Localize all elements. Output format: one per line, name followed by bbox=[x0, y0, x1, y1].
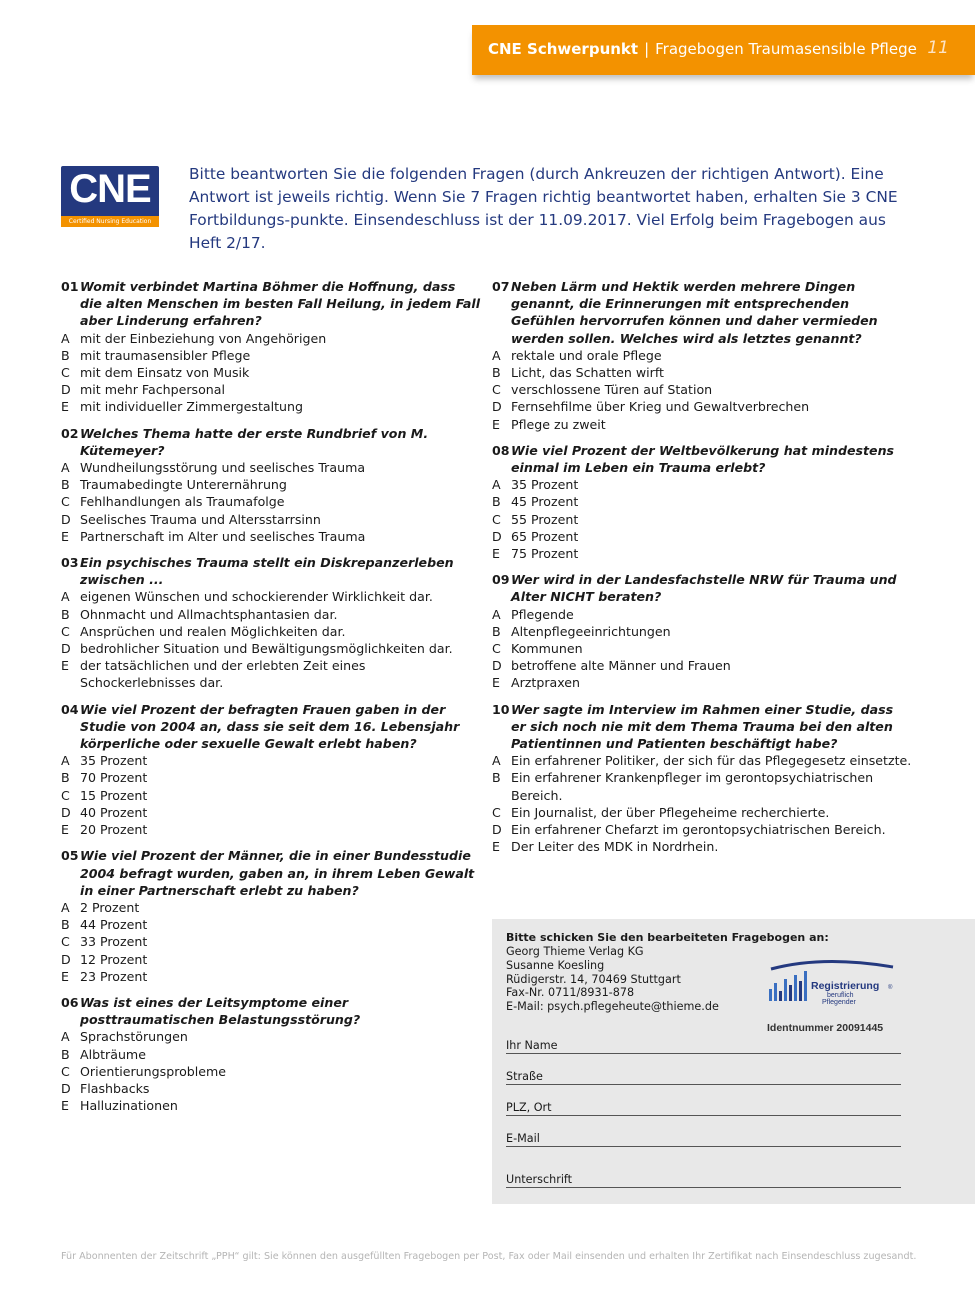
question-number: 02 bbox=[61, 425, 79, 441]
answer-option[interactable] bbox=[492, 804, 912, 821]
answer-letter: A bbox=[61, 330, 70, 346]
answer-text: 44 Prozent bbox=[80, 917, 148, 933]
answer-letter: C bbox=[492, 382, 501, 398]
answer-letter: E bbox=[492, 546, 500, 562]
answer-letter: E bbox=[492, 675, 500, 691]
answer-text: Arztpraxen bbox=[511, 675, 581, 691]
answer-text: 2 Prozent bbox=[80, 899, 140, 915]
bar-graph-icon bbox=[769, 971, 807, 1001]
intro-text: Bitte beantworten Sie die folgenden Fragen (durch Ankreuzen der richtigen Antwort). Eine Antwort ist jeweils richtig. Wenn Sie 7 Fragen richtig beantwortet haben, erhalten Sie 3 CNE Fortbildungs-punkte. Einsendeschluss ist der 11.09.2017. Viel Erfolg beim Fragebogen aus Heft 2/17. bbox=[189, 165, 898, 252]
question-text: Wie viel Prozent der Weltbevölkerung hat mindestens einmal im Leben ein Trauma erlebt? bbox=[511, 442, 895, 476]
answer-letter: A bbox=[492, 606, 501, 622]
answer-option[interactable] bbox=[492, 416, 912, 433]
answer-option[interactable] bbox=[61, 528, 481, 545]
answer-option[interactable] bbox=[492, 623, 912, 640]
answer-letter: C bbox=[61, 494, 70, 510]
answer-letter: C bbox=[61, 365, 70, 381]
answer-letter: D bbox=[492, 822, 502, 838]
reg-logo-title: Registrierung bbox=[811, 980, 880, 992]
answer-text: rektale und orale Pflege bbox=[511, 347, 662, 363]
answer-option[interactable] bbox=[492, 364, 912, 381]
answer-option[interactable] bbox=[61, 916, 481, 933]
answer-letter: A bbox=[61, 1029, 70, 1045]
question-heading bbox=[61, 554, 481, 588]
answer-text: 20 Prozent bbox=[80, 822, 148, 838]
question-text: Wer wird in der Landesfachstelle NRW für Trauma und Alter NICHT beraten? bbox=[511, 572, 897, 605]
answer-option[interactable] bbox=[61, 459, 481, 476]
answer-letter: D bbox=[61, 1080, 71, 1096]
address-line: Rüdigerstr. 14, 70469 Stuttgart bbox=[506, 972, 681, 986]
answer-option[interactable] bbox=[492, 347, 912, 364]
cne-logo bbox=[61, 166, 159, 227]
question-text: Neben Lärm und Hektik werden mehrere Dingen genannt, die Erinnerungen mit entsprechenden Gefühlen hervorrufen können und daher vermieden werden sollen. Welches wird als letztes genannt? bbox=[511, 279, 878, 346]
question-heading bbox=[61, 847, 481, 899]
answer-option[interactable] bbox=[492, 511, 912, 528]
answer-letter: D bbox=[61, 511, 71, 527]
name-field[interactable]: Ihr Name bbox=[506, 1039, 901, 1054]
answer-text: 65 Prozent bbox=[511, 528, 579, 544]
answer-option[interactable] bbox=[61, 804, 481, 821]
answer-text: mit traumasensibler Pflege bbox=[80, 347, 251, 363]
answer-text: Ansprüchen und realen Möglichkeiten dar. bbox=[80, 623, 346, 639]
answer-option[interactable] bbox=[492, 752, 912, 769]
answer-option[interactable] bbox=[61, 476, 481, 493]
answer-letter: B bbox=[61, 477, 70, 493]
zip-city-field[interactable]: PLZ, Ort bbox=[506, 1101, 901, 1116]
question-heading bbox=[61, 278, 481, 330]
address-line: Georg Thieme Verlag KG bbox=[506, 945, 644, 958]
answer-letter: E bbox=[61, 822, 69, 838]
question-text: Womit verbindet Martina Böhmer die Hoffnung, dass die alten Menschen im besten Fall Heilung, in jedem Fall aber Linderung erfahren? bbox=[80, 279, 481, 329]
header-separator: | bbox=[644, 40, 650, 58]
answer-letter: B bbox=[492, 770, 501, 786]
answer-letter: D bbox=[61, 641, 71, 657]
question-text: Ein psychisches Trauma stellt ein Diskrepanzerleben zwischen ... bbox=[80, 555, 454, 588]
answer-text: Kommunen bbox=[511, 641, 583, 657]
answer-letter: C bbox=[492, 804, 501, 820]
footer-note: Für Abonnenten der Zeitschrift „PPH“ gilt: Sie können den ausgefüllten Fragebogen per Post, Fax oder Mail einsenden und erhalten Ihr Zertifikat nach Einsendeschluss zugesandt. bbox=[61, 1251, 917, 1262]
answer-letter: B bbox=[61, 917, 70, 933]
answer-option[interactable] bbox=[61, 493, 481, 510]
question-heading bbox=[61, 425, 481, 459]
questions-left-column bbox=[61, 278, 481, 1123]
answer-text: 15 Prozent bbox=[80, 787, 148, 803]
answer-text: mit der Einbeziehung von Angehörigen bbox=[80, 330, 327, 346]
answer-text: Flashbacks bbox=[80, 1080, 150, 1096]
answer-letter: B bbox=[61, 770, 70, 786]
answer-text: Fernsehfilme über Krieg und Gewaltverbrechen bbox=[511, 399, 810, 415]
answer-text: 75 Prozent bbox=[511, 546, 579, 562]
answer-letter: A bbox=[61, 460, 70, 476]
answer-option[interactable] bbox=[492, 838, 912, 855]
answer-text: Traumabedingte Unterernährung bbox=[80, 477, 287, 493]
answer-option[interactable] bbox=[61, 1028, 481, 1045]
answer-text: Ein erfahrener Chefarzt im gerontopsychiatrischen Bereich. bbox=[511, 822, 886, 838]
answer-option[interactable] bbox=[61, 1097, 481, 1114]
answer-letter: C bbox=[61, 623, 70, 639]
question-number: 07 bbox=[492, 279, 510, 294]
question-heading bbox=[492, 442, 912, 476]
question-08 bbox=[492, 442, 912, 562]
answer-option[interactable] bbox=[61, 606, 481, 623]
answer-letter: E bbox=[492, 839, 500, 855]
answer-text: 70 Prozent bbox=[80, 770, 148, 786]
answer-text: bedrohlicher Situation und Bewältigungsmöglichkeiten dar. bbox=[80, 641, 453, 657]
answer-option[interactable] bbox=[61, 787, 481, 804]
answer-letter: D bbox=[61, 382, 71, 398]
answer-option[interactable] bbox=[61, 511, 481, 528]
address-line: E-Mail: psych.pflegeheute@thieme.de bbox=[506, 1000, 719, 1014]
answer-option[interactable] bbox=[492, 398, 912, 415]
answer-text: verschlossene Türen auf Station bbox=[511, 382, 713, 398]
question-06 bbox=[61, 994, 481, 1114]
question-number: 03 bbox=[61, 555, 79, 571]
answer-letter: A bbox=[492, 477, 501, 493]
email-field[interactable]: E-Mail bbox=[506, 1132, 901, 1147]
answer-text: Seelisches Trauma und Altersstarrsinn bbox=[80, 511, 321, 527]
answer-text: Sprachstörungen bbox=[80, 1029, 188, 1045]
question-01 bbox=[61, 278, 481, 416]
answer-text: Orientierungsprobleme bbox=[80, 1063, 227, 1079]
answer-letter: B bbox=[492, 494, 501, 510]
question-04 bbox=[61, 701, 481, 839]
answer-text: Pflege zu zweit bbox=[511, 416, 606, 432]
answer-text: eigenen Wünschen und schockierender Wirklichkeit dar. bbox=[80, 589, 433, 605]
question-heading bbox=[492, 701, 912, 753]
answer-letter: C bbox=[492, 641, 501, 657]
answer-text: 40 Prozent bbox=[80, 804, 148, 820]
answer-option[interactable] bbox=[61, 1046, 481, 1063]
answer-letter: C bbox=[61, 787, 70, 803]
answer-letter: D bbox=[61, 804, 71, 820]
answer-text: der tatsächlichen und der erlebten Zeit eines Schockerlebnisses dar. bbox=[80, 658, 366, 691]
answer-text: 23 Prozent bbox=[80, 968, 148, 984]
svg-text:®: ® bbox=[888, 985, 893, 991]
answer-option[interactable] bbox=[492, 606, 912, 623]
question-number: 06 bbox=[61, 994, 79, 1010]
answer-option[interactable] bbox=[492, 528, 912, 545]
answer-letter: A bbox=[61, 589, 70, 605]
answer-text: mit individueller Zimmergestaltung bbox=[80, 399, 304, 415]
answer-text: 35 Prozent bbox=[80, 753, 148, 769]
answer-text: 55 Prozent bbox=[511, 511, 579, 527]
answer-option[interactable] bbox=[492, 821, 912, 838]
answer-option[interactable] bbox=[492, 476, 912, 493]
question-09 bbox=[492, 571, 912, 691]
question-number: 10 bbox=[492, 701, 510, 717]
answer-option[interactable] bbox=[492, 674, 912, 691]
answer-text: mit dem Einsatz von Musik bbox=[80, 365, 250, 381]
answer-option[interactable] bbox=[492, 657, 912, 674]
questions-right-column bbox=[492, 278, 912, 865]
answer-letter: B bbox=[492, 623, 501, 639]
address-line: Fax-Nr. 0711/8931-878 bbox=[506, 986, 635, 1000]
question-heading bbox=[61, 701, 481, 753]
reg-logo-arc bbox=[771, 961, 893, 969]
reg-logo-line2: beruflich bbox=[827, 992, 854, 999]
answer-letter: D bbox=[492, 528, 502, 544]
answer-option[interactable] bbox=[61, 899, 481, 916]
answer-option[interactable] bbox=[61, 640, 481, 657]
answer-text: Licht, das Schatten wirft bbox=[511, 365, 664, 381]
answer-text: Ohnmacht und Allmachtsphantasien dar. bbox=[80, 606, 338, 622]
cne-logo-text: CNE bbox=[69, 167, 151, 211]
answer-letter: C bbox=[61, 934, 70, 950]
cne-logo-subtext: Certified Nursing Education bbox=[61, 216, 159, 227]
answer-letter: D bbox=[492, 399, 502, 415]
answer-text: mit mehr Fachpersonal bbox=[80, 382, 225, 398]
answer-text: Partnerschaft im Alter und seelisches Trauma bbox=[80, 528, 366, 544]
answer-text: Altenpflegeeinrichtungen bbox=[511, 623, 671, 639]
question-heading bbox=[492, 571, 912, 605]
answer-text: Fehlhandlungen als Traumafolge bbox=[80, 494, 285, 510]
answer-text: 35 Prozent bbox=[511, 477, 579, 493]
question-heading bbox=[492, 278, 912, 347]
answer-option[interactable] bbox=[61, 951, 481, 968]
answer-option[interactable] bbox=[61, 933, 481, 950]
answer-option[interactable] bbox=[61, 968, 481, 985]
answer-letter: E bbox=[492, 416, 500, 432]
answer-option[interactable] bbox=[61, 381, 481, 398]
answer-text: 45 Prozent bbox=[511, 494, 579, 510]
answer-option[interactable] bbox=[61, 657, 481, 691]
answer-option[interactable] bbox=[61, 1080, 481, 1097]
page-number: 11 bbox=[927, 38, 949, 58]
question-10 bbox=[492, 701, 912, 856]
address-line: Susanne Koesling bbox=[506, 958, 605, 972]
street-field[interactable]: Straße bbox=[506, 1070, 901, 1085]
answer-letter: B bbox=[61, 1046, 70, 1062]
answer-option[interactable] bbox=[61, 330, 481, 347]
answer-letter: E bbox=[61, 658, 69, 674]
registrierung-logo bbox=[763, 959, 899, 1011]
answer-letter: A bbox=[492, 753, 501, 769]
form-heading: Bitte schicken Sie den bearbeiteten Fragebogen an: bbox=[506, 931, 829, 944]
answer-letter: D bbox=[61, 951, 71, 967]
answer-text: Ein erfahrener Politiker, der sich für das Pflegegesetz einsetzte. bbox=[511, 753, 912, 769]
answer-letter: B bbox=[492, 365, 501, 381]
header-bar bbox=[472, 25, 975, 75]
answer-option[interactable] bbox=[61, 752, 481, 769]
answer-option[interactable] bbox=[492, 493, 912, 510]
answer-letter: E bbox=[61, 528, 69, 544]
answer-letter: B bbox=[61, 606, 70, 622]
answer-letter: A bbox=[61, 753, 70, 769]
answer-text: Ein erfahrener Krankenpfleger im gerontopsychiatrischen Bereich. bbox=[511, 770, 874, 803]
question-text: Was ist eines der Leitsymptome einer posttraumatischen Belastungsstörung? bbox=[80, 994, 361, 1028]
answer-option[interactable] bbox=[61, 398, 481, 415]
answer-text: Pflegende bbox=[511, 606, 574, 622]
question-02 bbox=[61, 425, 481, 545]
answer-text: betroffene alte Männer und Frauen bbox=[511, 658, 731, 674]
answer-option[interactable] bbox=[492, 545, 912, 562]
answer-letter: E bbox=[61, 968, 69, 984]
answer-text: Wundheilungsstörung und seelisches Trauma bbox=[80, 460, 366, 476]
signature-field[interactable]: Unterschrift bbox=[506, 1173, 901, 1188]
ident-number: Identnummer 20091445 bbox=[767, 1022, 884, 1034]
question-text: Wie viel Prozent der befragten Frauen gaben in der Studie von 2004 an, dass sie seit dem 16. Lebensjahr körperliche oder sexuelle Gewalt erlebt haben? bbox=[80, 701, 460, 752]
header-section: CNE Schwerpunkt bbox=[488, 40, 639, 58]
question-text: Wie viel Prozent der Männer, die in einer Bundesstudie 2004 befragt wurden, gaben an, in ihrem Leben Gewalt in einer Partnerschaft erlebt zu haben? bbox=[80, 848, 475, 898]
answer-text: Der Leiter des MDK in Nordrhein. bbox=[511, 839, 719, 855]
header-title bbox=[488, 40, 917, 58]
answer-option[interactable] bbox=[492, 640, 912, 657]
question-07 bbox=[492, 278, 912, 433]
address-block bbox=[506, 945, 719, 1014]
answer-letter: E bbox=[61, 1098, 69, 1114]
answer-option[interactable] bbox=[492, 381, 912, 398]
answer-letter: A bbox=[61, 899, 70, 915]
question-03 bbox=[61, 554, 481, 692]
reg-logo-line3: Pflegender bbox=[822, 999, 856, 1006]
answer-option[interactable] bbox=[61, 623, 481, 640]
question-number: 09 bbox=[492, 572, 510, 588]
answer-letter: C bbox=[492, 511, 501, 527]
answer-text: 33 Prozent bbox=[80, 934, 148, 950]
question-number: 01 bbox=[61, 279, 79, 294]
submission-form bbox=[492, 919, 975, 1204]
answer-option[interactable] bbox=[61, 364, 481, 381]
answer-option[interactable] bbox=[61, 769, 481, 786]
answer-letter: B bbox=[61, 347, 70, 363]
answer-text: Ein Journalist, der über Pflegeheime recherchierte. bbox=[511, 804, 830, 820]
answer-letter: E bbox=[61, 399, 69, 415]
answer-letter: C bbox=[61, 1063, 70, 1079]
question-05 bbox=[61, 847, 481, 985]
answer-option[interactable] bbox=[492, 769, 912, 803]
answer-option[interactable] bbox=[61, 347, 481, 364]
answer-text: Halluzinationen bbox=[80, 1098, 178, 1114]
answer-option[interactable] bbox=[61, 588, 481, 605]
answer-text: Albträume bbox=[80, 1046, 146, 1062]
answer-letter: A bbox=[492, 347, 501, 363]
answer-text: 12 Prozent bbox=[80, 951, 148, 967]
question-number: 08 bbox=[492, 442, 510, 458]
question-number: 04 bbox=[61, 701, 79, 717]
question-number: 05 bbox=[61, 848, 79, 864]
answer-letter: D bbox=[492, 658, 502, 674]
question-heading bbox=[61, 994, 481, 1028]
question-text: Wer sagte im Interview im Rahmen einer Studie, dass er sich noch nie mit dem Thema Trauma bei den alten Patientinnen und Patienten beschäftigt habe? bbox=[511, 701, 894, 752]
answer-option[interactable] bbox=[61, 1063, 481, 1080]
answer-option[interactable] bbox=[61, 821, 481, 838]
header-subtitle: Fragebogen Traumasensible Pflege bbox=[655, 40, 917, 58]
question-text: Welches Thema hatte der erste Rundbrief von M. Kütemeyer? bbox=[80, 425, 429, 458]
